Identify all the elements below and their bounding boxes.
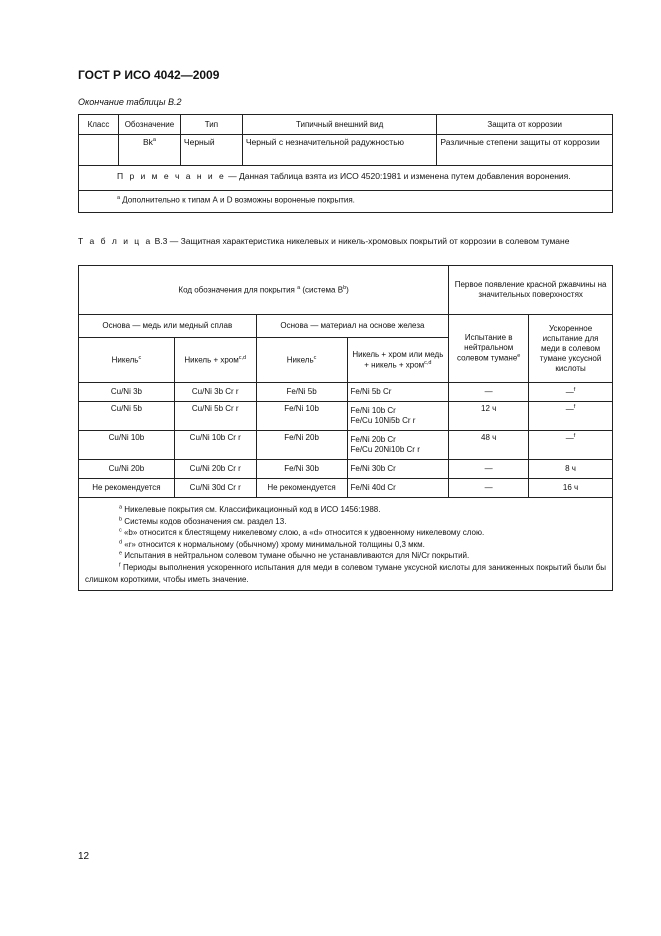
table-b3-caption xyxy=(78,236,618,247)
table-b2-caption: Окончание таблицы В.2 xyxy=(78,97,182,107)
cell-cu-nicr: Cu/Ni 30d Cr r xyxy=(174,479,256,498)
header-nickel-chrome-cu: Никель + хром$^{c,d}$ xyxy=(174,338,256,383)
header-neutral-test: Испытание в нейтральном солевом тумане$^e$ xyxy=(449,315,529,383)
footnotes-cell xyxy=(79,498,613,591)
table-header-row xyxy=(79,115,613,135)
col-header-appearance: Типичный внешний вид xyxy=(242,115,437,135)
header-code: Код обозначения для покрытия $^a$ (система $В^b$) xyxy=(79,266,449,315)
cell-type: Черный xyxy=(180,135,242,166)
col-header-protection: Защита от коррозии xyxy=(437,115,613,135)
table-row xyxy=(79,460,613,479)
footnote-mark: a xyxy=(117,195,121,201)
cell-designation xyxy=(118,135,180,166)
header-accelerated-test: Ускоренное испытание для меди в солевом тумане уксусной кислоты xyxy=(529,315,613,383)
footnotes-row xyxy=(79,498,613,591)
footnote-e: $^e$ Испытания в нейтральном солевом тумане обычно не устанавливаются для Ni/Cr покрытий. xyxy=(119,550,470,561)
footnote-c: $^c$ «b» относится к блестящему никелевому слою, а «d» относится к удвоенному никелевому слою. xyxy=(119,527,485,538)
header-row-1 xyxy=(79,266,613,315)
cell-cu-nicr: Cu/Ni 3b Cr r xyxy=(174,383,256,402)
table-b3 xyxy=(78,265,613,591)
cell-cu-ni: Cu/Ni 20b xyxy=(79,460,175,479)
cell-neutral: — xyxy=(449,479,529,498)
cell-fe-nicr: Fe/Ni 30b Cr xyxy=(347,460,449,479)
table-row xyxy=(79,135,613,166)
header-copper-base: Основа — медь или медный сплав xyxy=(79,315,257,338)
note-label: П р и м е ч а н и е xyxy=(117,171,226,181)
cell-neutral: 12 ч xyxy=(449,402,529,431)
table-row xyxy=(79,402,613,431)
header-nickel-chrome-fe: Никель + хром или медь + никель + хром$^{c,d}$ xyxy=(347,338,449,383)
cell-accel: —$^f$ xyxy=(529,402,613,431)
document-title: ГОСТ Р ИСО 4042—2009 xyxy=(78,68,220,82)
table-row xyxy=(79,431,613,460)
footnote-text: Дополнительно к типам А и D возможны вороненые покрытия. xyxy=(122,195,355,205)
cell-accel: —$^f$ xyxy=(529,383,613,402)
cell-neutral: — xyxy=(449,383,529,402)
cell-fe-ni: Fe/Ni 10b xyxy=(256,402,347,431)
table-row xyxy=(79,479,613,498)
cell-fe-ni: Fe/Ni 20b xyxy=(256,431,347,460)
cell-cu-ni: Не рекомендуется xyxy=(79,479,175,498)
cell-fe-ni: Fe/Ni 5b xyxy=(256,383,347,402)
col-header-type: Тип xyxy=(180,115,242,135)
footnote-a: $^a$ Никелевые покрытия см. Классификационный код в ИСО 1456:1988. xyxy=(119,504,381,514)
cell-fe-nicr: Fe/Ni 5b Cr xyxy=(347,383,449,402)
header-row-2 xyxy=(79,315,613,338)
cell-cu-nicr: Cu/Ni 20b Cr r xyxy=(174,460,256,479)
caption-text: В.3 — Защитная характеристика никелевых и никель-хромовых покрытий от коррозии в солевом тумане xyxy=(152,236,570,246)
cell-accel: —$^f$ xyxy=(529,431,613,460)
cell-fe-nicr: Fe/Ni 10b Cr Fe/Cu 10Ni5b Cr r xyxy=(347,402,449,431)
designation-sup: a xyxy=(152,137,156,144)
note-cell xyxy=(79,166,613,191)
col-header-designation: Обозначение xyxy=(118,115,180,135)
cell-accel: 8 ч xyxy=(529,460,613,479)
cell-neutral: — xyxy=(449,460,529,479)
header-iron-base: Основа — материал на основе железа xyxy=(256,315,449,338)
header-first-rust: Первое появление красной ржавчины на значительных поверхностях xyxy=(449,266,613,315)
header-nickel-cu: Никель$^c$ xyxy=(79,338,175,383)
cell-neutral: 48 ч xyxy=(449,431,529,460)
cell-fe-ni: Fe/Ni 30b xyxy=(256,460,347,479)
table-b2-end xyxy=(78,114,613,213)
cell-fe-ni: Не рекомендуется xyxy=(256,479,347,498)
caption-label: Т а б л и ц а xyxy=(78,236,153,246)
cell-accel: 16 ч xyxy=(529,479,613,498)
designation-text: Bk xyxy=(142,137,153,147)
header-nickel-fe: Никель$^c$ xyxy=(256,338,347,383)
cell-cu-ni: Cu/Ni 10b xyxy=(79,431,175,460)
footnote-b: $^b$ Системы кодов обозначения см. раздел 13. xyxy=(119,515,287,526)
cell-class xyxy=(79,135,119,166)
footnote-f: $^f$ Периоды выполнения ускоренного испытания для меди в солевом тумане уксусной кислоты для заниженных покрытий были бы слишком короткими, чтобы иметь значение. xyxy=(85,562,606,584)
note-text: — Данная таблица взята из ИСО 4520:1981 и изменена путем добавления воронения. xyxy=(225,171,571,181)
cell-cu-ni: Cu/Ni 3b xyxy=(79,383,175,402)
cell-protection: Различные степени защиты от коррозии xyxy=(437,135,613,166)
page-number: 12 xyxy=(78,851,90,862)
table-row xyxy=(79,383,613,402)
col-header-class: Класс xyxy=(79,115,119,135)
cell-fe-nicr: Fe/Ni 40d Cr xyxy=(347,479,449,498)
cell-cu-nicr: Cu/Ni 5b Cr r xyxy=(174,402,256,431)
cell-fe-nicr: Fe/Ni 20b Cr Fe/Cu 20Ni10b Cr r xyxy=(347,431,449,460)
footnote-row xyxy=(79,191,613,213)
cell-cu-ni: Cu/Ni 5b xyxy=(79,402,175,431)
cell-appearance: Черный с незначительной радужностью xyxy=(242,135,437,166)
note-row xyxy=(79,166,613,191)
cell-cu-nicr: Cu/Ni 10b Cr r xyxy=(174,431,256,460)
footnote-d: $^d$ «r» относится к нормальному (обычному) хрому минимальной толщины 0,3 мкм. xyxy=(119,539,425,549)
footnote-cell xyxy=(79,191,613,213)
